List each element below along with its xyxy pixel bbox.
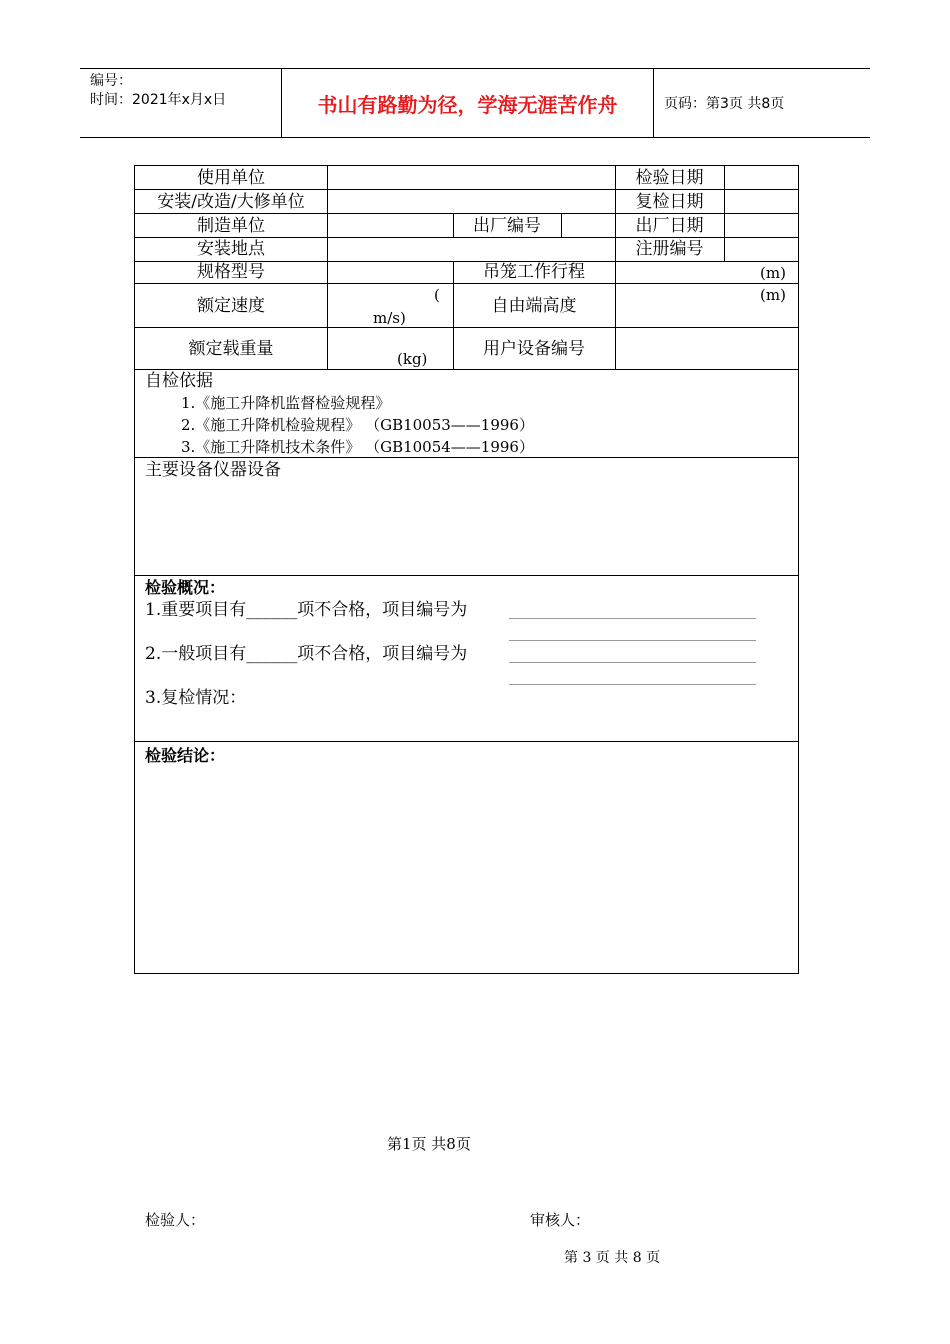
label-free-end-height: 自由端高度: [491, 296, 577, 316]
label-rated-load: 额定载重量: [188, 339, 274, 359]
inspector-label: 检验人：: [145, 1211, 206, 1229]
header-page-cell: [654, 69, 870, 137]
label-manufacturer: 制造单位: [197, 216, 265, 236]
row-divider: [135, 575, 798, 576]
row-divider: [135, 189, 798, 190]
label-rated-speed: 额定速度: [197, 296, 265, 316]
conclusion-title: 检验结论：: [145, 746, 226, 765]
basis-title: 自检依据: [145, 371, 213, 391]
label-registration-number: 注册编号: [635, 239, 704, 259]
column-divider: [561, 213, 562, 237]
header-page-label: 页码：第3页 共8页: [664, 96, 785, 112]
blank-underline: [509, 640, 756, 641]
document-number-label: 编号：: [90, 73, 132, 89]
label-inspection-date: 检验日期: [635, 168, 704, 188]
label-model: 规格型号: [197, 262, 265, 282]
basis-item: 2.《施工升降机检验规程》 （GB10053——1996）: [181, 416, 534, 434]
motto-text: 书山有路勤为径，学海无涯苦作舟: [317, 92, 618, 117]
row-divider: [135, 237, 798, 238]
label-user-equipment-number: 用户设备编号: [483, 339, 585, 359]
page-center-footer: 第1页 共8页: [387, 1135, 471, 1153]
row-divider: [135, 741, 798, 742]
overview-title: 检验概况：: [145, 578, 226, 597]
page-header: [80, 68, 870, 138]
header-motto-cell: [282, 69, 654, 137]
overview-reinspection: 3.复检情况：: [145, 688, 247, 708]
unit-m-travel: (m): [760, 264, 786, 282]
column-divider: [327, 166, 328, 369]
basis-item: 3.《施工升降机技术条件》 （GB10054——1996）: [181, 438, 534, 456]
column-divider: [615, 261, 616, 369]
reviewer-label: 审核人：: [530, 1211, 591, 1229]
inspection-form: [134, 165, 799, 974]
overview-general-items: 2.一般项目有______项不合格，项目编号为: [145, 644, 468, 664]
instruments-title: 主要设备仪器设备: [145, 460, 281, 480]
blank-underline: [509, 684, 756, 685]
overview-important-items: 1.重要项目有______项不合格，项目编号为: [145, 600, 468, 620]
row-divider: [135, 213, 798, 214]
label-install-location: 安装地点: [197, 239, 265, 259]
row-divider: [135, 283, 798, 284]
speed-unit-paren: (: [434, 286, 440, 304]
label-factory-number: 出厂编号: [473, 216, 541, 236]
speed-unit: m/s): [373, 309, 406, 327]
unit-m-height: (m): [760, 286, 786, 304]
row-divider: [135, 327, 798, 328]
load-unit: (kg): [397, 350, 428, 368]
row-divider: [135, 457, 798, 458]
column-divider: [724, 166, 725, 261]
blank-underline: [509, 618, 756, 619]
row-divider: [135, 369, 798, 370]
label-install-unit: 安装/改造/大修单位: [157, 192, 305, 212]
header-meta: [80, 69, 282, 137]
label-user-unit: 使用单位: [197, 168, 265, 188]
basis-item: 1.《施工升降机监督检验规程》: [181, 394, 391, 412]
label-factory-date: 出厂日期: [635, 216, 704, 236]
label-cage-travel: 吊笼工作行程: [483, 262, 585, 282]
document-date-label: 时间：2021年x月x日: [90, 92, 227, 108]
page-bottom-footer: 第 3 页 共 8 页: [564, 1250, 661, 1266]
label-reinspection-date: 复检日期: [635, 192, 704, 212]
blank-underline: [509, 662, 756, 663]
